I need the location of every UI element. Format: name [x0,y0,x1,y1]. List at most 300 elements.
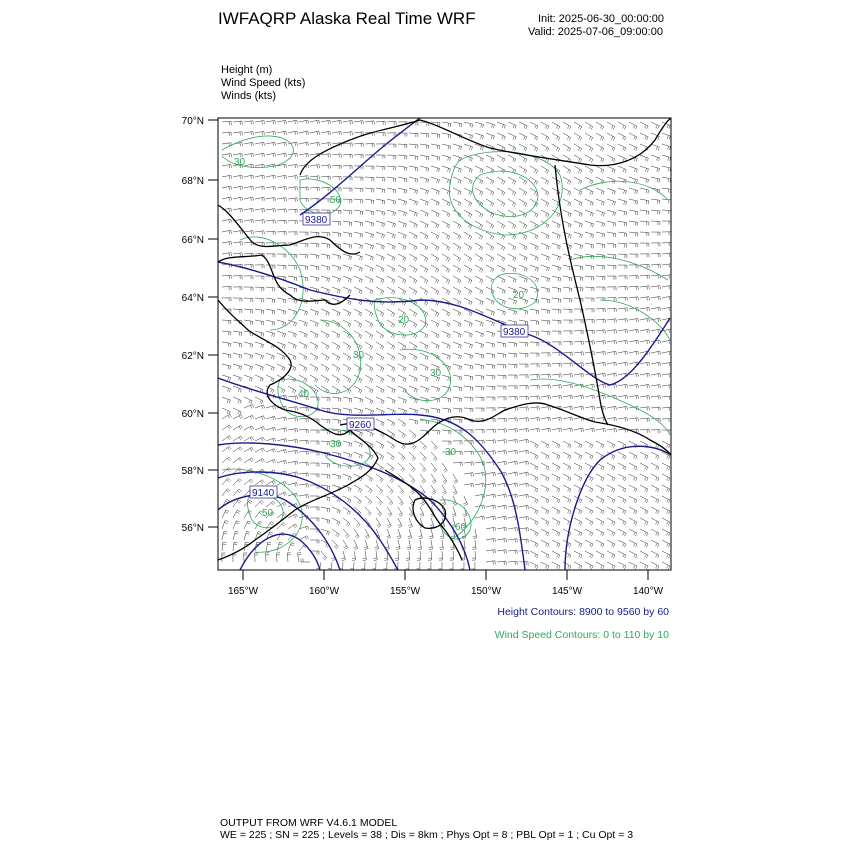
wind-barb [508,528,518,532]
wind-barb [651,155,660,161]
wind-barb [585,406,595,410]
wind-barb [288,209,297,213]
wind-barb [277,320,286,326]
wind-barb [288,418,297,422]
wind-barb [519,320,528,325]
wind-barb [651,540,659,547]
wind-barb [552,507,560,514]
wind-barb [607,308,616,312]
wind-barb [585,428,595,432]
wind-barb [365,364,373,372]
wind-barb [299,320,307,327]
wind-barb [662,275,672,279]
lat-label: 56°N [181,523,204,534]
wind-barb [497,177,505,185]
lat-tick-marks [208,120,218,527]
wind-barb [541,166,549,174]
wind-barb [508,386,517,390]
wind-barb [354,199,363,203]
wind-barb [574,122,582,130]
wind-barb [321,165,330,169]
wind-barb [629,243,638,247]
wind-barb [343,507,351,515]
wind-barb [332,265,341,271]
wind-barb [607,496,615,503]
wind-barb [640,177,649,183]
wind-barb [629,144,637,151]
wind-barb [662,529,670,536]
wind-barb [519,309,528,315]
wind-barb [387,121,396,125]
height-contour [218,495,340,570]
wind-barb [508,396,517,400]
wind-barb [618,133,626,140]
lat-label: 66°N [181,235,204,246]
wind-barb [508,505,518,509]
wind-barb [376,408,384,415]
wind-barb [530,276,539,282]
wind-barb [222,230,232,234]
wind-barb [244,458,253,463]
wind-barb [629,351,639,355]
wind-barb [442,309,450,316]
wind-barb [255,131,265,135]
wind-barb [321,518,330,524]
wind-barb [365,309,373,317]
wind-barb [277,142,287,146]
wind-barb [222,164,232,168]
wind-barb [442,287,450,295]
lon-label: 145°W [551,586,583,597]
wind-barb [552,540,560,547]
wind-barb [233,275,242,279]
wind-contour [570,256,668,280]
wind-barb [310,276,319,282]
wind-barb [651,307,661,311]
wind-barb [486,386,495,390]
wind-barb [222,468,231,474]
wind-barb [442,144,451,150]
wind-barb [373,551,377,560]
valid-time: Valid: 2025-07-06_09:00:00 [528,26,663,38]
wind-barb [497,122,505,129]
wind-barb [508,144,516,151]
wind-barb [486,550,496,554]
wind-barb [310,232,319,236]
wind-barb [450,551,454,560]
wind-label: 20 [398,315,410,326]
wind-barb [574,265,583,270]
wind-barb [431,232,439,239]
wind-barb [563,474,571,481]
wind-label: 30 [445,447,457,458]
wind-barb [365,188,374,192]
wind-barb [508,133,516,140]
wind-barb [640,529,648,536]
wind-barb [365,397,373,404]
height-contour [218,262,670,385]
wind-barb [464,451,473,455]
wind-barb [662,351,672,355]
wind-barb [574,518,582,525]
wind-barb [255,220,265,224]
wind-barb [428,551,432,560]
wind-barb [453,210,461,217]
wind-barb [417,551,421,560]
wind-barb [310,309,318,316]
wind-barb [299,451,308,455]
lon-label: 150°W [470,586,502,597]
lat-label: 68°N [181,176,204,187]
wind-barb [541,374,550,378]
wind-barb [486,177,494,184]
wind-barb [299,265,308,270]
wind-barb [629,551,637,558]
wind-barb [222,436,231,441]
wind-barb [431,166,440,172]
wind-barb [354,518,360,527]
wind-barb [453,441,462,445]
wind-barb [387,342,395,350]
wind-barb [244,287,253,291]
wind-barb [640,340,650,344]
wind-barb [332,120,342,124]
wind-barb [607,287,616,291]
wind-barb [233,542,238,551]
wind-barb [541,441,549,448]
wind-barb [552,352,561,356]
wind-barb [662,374,672,378]
wind-barb [640,540,648,547]
wind-barb [585,319,594,323]
wind-barb [398,364,406,371]
wind-barb [233,175,243,179]
wind-barb [618,329,628,333]
wind-barb [552,562,560,569]
wind-barb [321,232,330,236]
wind-barb [321,364,329,372]
wind-barb [244,479,253,485]
wind-barb [563,287,572,292]
wind-barb [596,529,604,536]
wind-barb [453,276,461,284]
wind-barb [420,331,428,338]
wind-barb [618,507,626,514]
wind-barb [376,188,385,193]
wind-barb [288,524,297,529]
wind-barb [651,562,659,569]
wind-barb [530,353,539,357]
wind-barb [387,441,395,449]
wind-barb [497,309,506,315]
wind-barb [244,186,254,190]
wind-barb [431,155,440,161]
wind-barb [651,362,661,366]
wind-barb [222,531,227,540]
wind-barb [365,265,373,272]
wind-barb [343,364,351,372]
wind-barb [266,209,276,213]
wind-barb [497,155,505,162]
wind-barb [486,494,496,498]
wind-barb [618,177,626,184]
wind-barb [442,331,450,338]
wind-barb [299,495,309,499]
wind-barb [541,417,551,421]
wind-barb [354,210,363,215]
wind-barb [343,397,352,402]
wind-barb [409,463,415,472]
wind-barb [233,489,242,496]
wind-barb [607,474,615,481]
wind-barb [640,297,650,301]
wind-barb [365,221,374,227]
wind-barb [297,553,301,563]
wind-barb [321,265,330,271]
model-info-line1: OUTPUT FROM WRF V4.6.1 MODEL [220,817,398,829]
wind-barb [563,341,572,345]
wind-barb [552,265,561,271]
wind-barb [266,142,276,146]
wind-barb [354,177,363,181]
wind-barb [464,254,472,262]
wind-barb [222,414,232,419]
wind-barb [387,265,395,272]
wind-barb [541,428,551,432]
wind-barb [464,397,473,401]
wind-barb [222,275,231,279]
wind-barb [376,243,384,250]
wind-barb [398,287,406,295]
wind-barb [442,474,447,483]
wind-barb [332,221,341,225]
wind-barb [640,507,648,514]
wind-barb [277,220,286,224]
wind-barb [585,496,593,503]
wind-barb [266,449,276,453]
wind-barb [563,374,573,378]
wind-barb [266,153,276,157]
wind-barb [387,188,396,193]
wind-barb [343,408,352,413]
wind-barb [277,265,286,269]
wind-barb [255,276,264,280]
wind-barb [409,265,417,273]
wind-barb [398,397,406,404]
wind-barb [310,120,320,124]
wind-barb [343,221,352,226]
wind-barb [574,221,582,228]
wind-barb [541,474,549,481]
wind-barb [354,441,362,447]
wind-barb [475,122,484,128]
wind-barb [563,177,571,185]
wind-barb [244,415,254,419]
wind-barb [596,166,604,173]
wind-barb [541,254,549,261]
wind-barb [519,472,529,476]
wind-barb [464,462,473,466]
wind-barb [387,419,395,426]
wind-barb [453,188,461,195]
wind-barb [596,551,604,558]
wind-barb [365,177,374,181]
wind-barb [563,276,572,281]
wind-barb [409,221,417,228]
wind-barb [343,529,349,538]
wind-barb [266,375,274,382]
wind-barb [508,439,518,443]
wind-speed-contours [222,136,670,552]
wind-barb [651,396,660,400]
wind-barb [420,265,428,273]
wind-barb [431,144,440,149]
wind-barb [453,243,461,251]
wind-barb [475,133,484,139]
wind-barb [497,494,507,498]
wind-barb [530,232,538,239]
wind-barb [321,254,330,259]
wind-barb [519,199,527,207]
wind-barb [244,320,253,325]
wind-barb [640,362,650,366]
wind-barb [321,187,330,191]
wind-barb [419,529,423,539]
wind-barb [508,265,516,272]
wind-barb [343,143,352,147]
wind-barb [585,441,593,448]
wind-barb [431,331,439,338]
wind-barb [255,153,265,157]
wind-barb [585,507,593,514]
wind-barb [497,440,507,444]
wind-barb [552,221,560,228]
wind-barb [629,395,639,399]
wind-barb [585,298,594,302]
wind-barb [486,342,495,348]
wind-barb [541,133,549,141]
wind-barb [574,177,582,184]
wind-barb [222,353,231,358]
wind-barb [321,199,330,203]
wind-barb [266,353,274,360]
wind-barb [574,232,583,238]
wind-barb [343,276,351,283]
wind-barb [398,210,407,216]
wind-barb [563,221,571,228]
wind-barb [585,177,593,184]
wind-barb [464,243,472,251]
wind-barb [233,331,242,336]
wind-barb [376,386,384,393]
wind-barb [332,419,341,424]
wind-barb [552,254,561,260]
wind-barb [266,480,276,485]
wind-barb [475,287,483,294]
wind-barb [310,364,318,372]
wind-barb [475,265,483,273]
height-label: 9140 [252,488,275,499]
wind-barb [607,551,615,558]
wind-barb [651,430,660,434]
wind-barb [222,386,231,392]
wind-barb [475,429,484,433]
wind-barb [563,199,571,206]
wind-barb [662,210,671,214]
wind-barb [519,439,529,443]
wind-barb [343,154,352,158]
wind-barb [574,452,582,459]
wind-barb [354,309,362,316]
wind-barb [420,353,428,360]
wind-barb [574,155,582,163]
wind-barb [541,199,549,207]
wind-barb [596,341,606,345]
wind-barb [233,342,242,347]
wind-barb [277,331,286,337]
wind-barb [222,186,232,190]
wind-barb [651,286,661,290]
wind-barb [629,133,637,140]
wind-barb [343,132,353,136]
wind-barb [420,342,428,349]
wind-barb [266,287,275,291]
wind-barb [277,428,287,432]
wind-barb [486,353,495,358]
wind-barb [552,232,560,239]
wind-barb [222,408,230,415]
wind-barb [662,166,671,172]
wind-barb [640,286,649,290]
wind-barb [255,375,263,382]
wind-barb [585,352,595,356]
wind-barb [354,232,363,238]
wind-barb [585,166,593,173]
wind-barb [629,210,638,215]
wind-barb [475,210,483,218]
wind-barb [508,221,516,229]
wind-barb [530,551,538,558]
wind-barb [596,330,605,334]
wind-barb [530,133,538,140]
wind-barb [255,459,265,463]
wind-barb [398,342,406,350]
wind-barb [651,373,661,377]
wind-contour [420,420,486,540]
wind-barb [277,209,286,213]
wind-barb [519,505,529,509]
wind-barb [464,166,472,173]
wind-barb [321,243,330,248]
wind-barb [277,553,281,562]
variable-windspeed-label: Wind Speed (kts) [221,77,306,89]
height-label: 9380 [305,215,328,226]
wind-barb [640,188,649,194]
wind-barb [618,232,627,237]
wind-barb [596,276,605,280]
wind-barb [651,144,659,151]
wind-barb [475,364,484,369]
wind-barb [640,407,649,411]
wind-barb [429,529,433,539]
wind-barb [552,144,560,152]
wind-barb [563,320,572,324]
wind-barb [233,364,242,370]
wind-barb [398,485,404,494]
wind-barb [244,426,254,430]
wind-barb [321,397,330,401]
wind-barb [376,342,384,350]
